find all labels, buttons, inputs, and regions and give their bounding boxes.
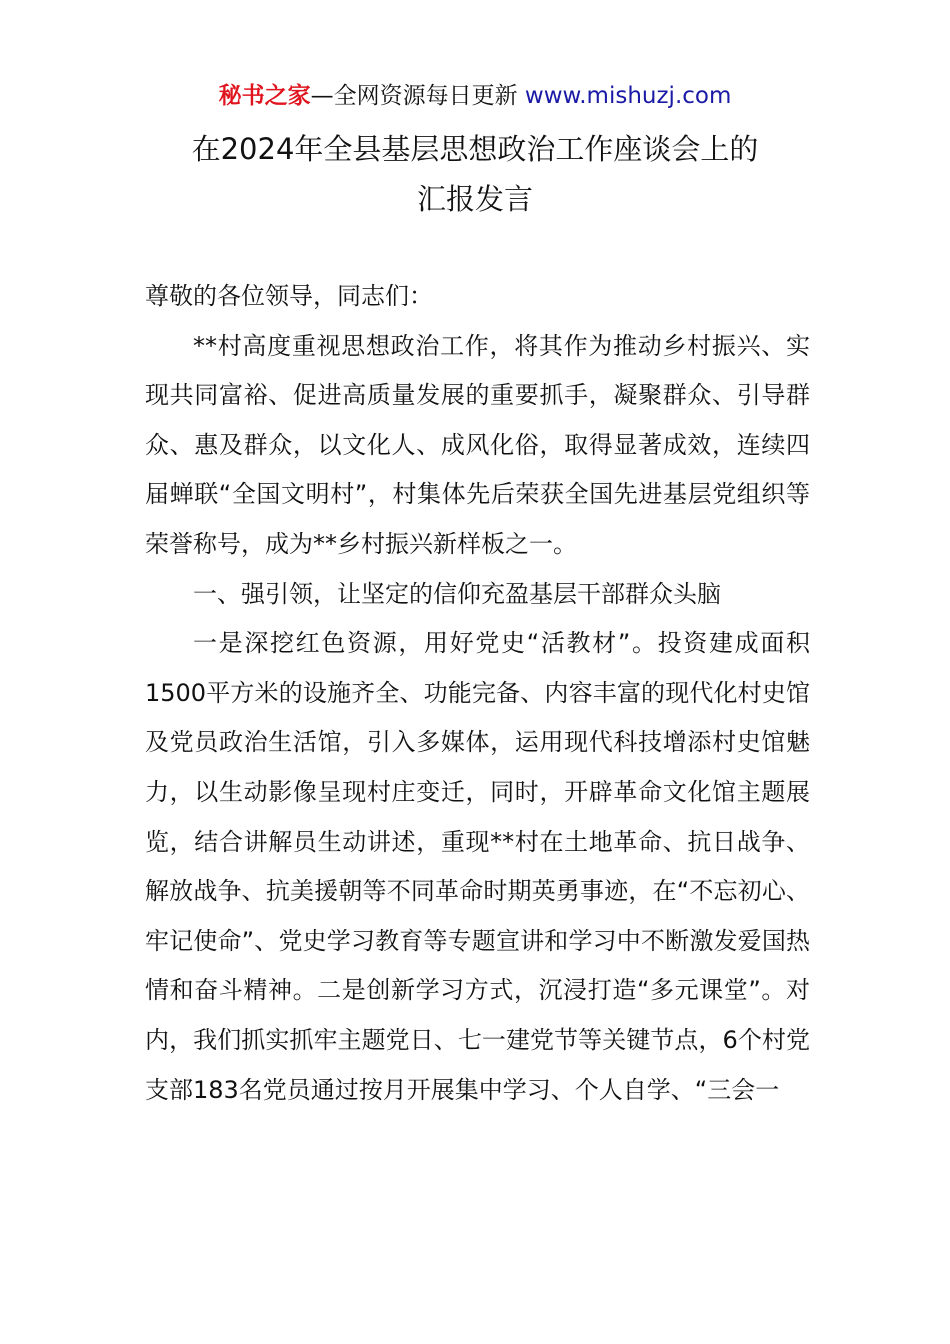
site-url[interactable]: www.mishuzj.com	[524, 83, 732, 109]
salutation: 尊敬的各位领导，同志们：	[145, 282, 433, 310]
site-header	[0, 80, 950, 112]
site-tagline: —全网资源每日更新	[310, 83, 525, 109]
intro-paragraph: **村高度重视思想政治工作，将其作为推动乡村振兴、实现共同富裕、促进高质量发展的重要抓手，凝聚群众、引导群众、惠及群众，以文化人、成风化俗，取得显著成效，连续四届蝉联“全国文明村”，村集体先后荣获全国先进基层党组织等荣誉称号，成为**乡村振兴新样板之一。	[145, 331, 810, 558]
section-heading: 一、强引领，让坚定的信仰充盈基层干部群众头脑	[193, 579, 721, 608]
site-brand: 秘书之家	[218, 83, 311, 109]
document-body	[145, 272, 810, 1115]
section-paragraph: 一是深挖红色资源，用好党史“活教材”。投资建成面积1500平方米的设施齐全、功能完备、内容丰富的现代化村史馆及党员政治生活馆，引入多媒体，运用现代科技增添村史馆魅力，以生动影像呈现村庄变迁，同时，开辟革命文化馆主题展览，结合讲解员生动讲述，重现**村在土地革命、抗日战争、解放战争、抗美援朝等不同革命时期英勇事迹，在“不忘初心、牢记使命”、党史学习教育等专题宣讲和学习中不断激发爱国热情和奋斗精神。二是创新学习方式，沉浸打造“多元课堂”。对内，我们抓实抓牢主题党日、七一建党节等关键节点，6个村党支部183名党员通过按月开展集中学习、个人自学、“三会一	[145, 629, 810, 1104]
document-title	[100, 124, 850, 224]
title-line-1: 在2024年全县基层思想政治工作座谈会上的	[191, 132, 759, 166]
title-line-2: 汇报发言	[416, 182, 533, 216]
